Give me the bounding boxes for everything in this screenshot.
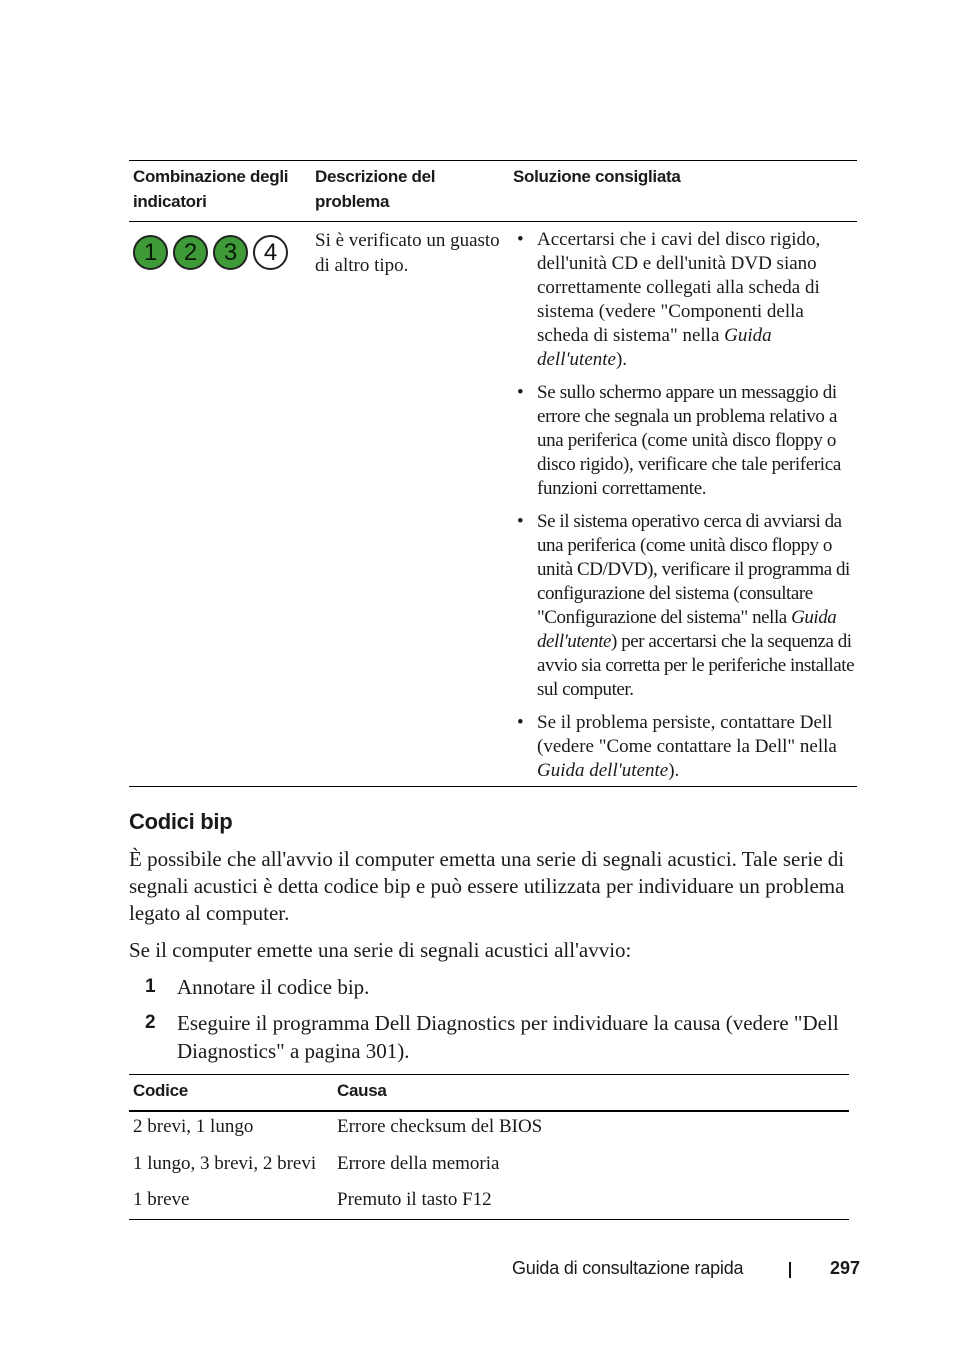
step-number: 1 [145, 976, 156, 997]
beep-code: 1 lungo, 3 brevi, 2 brevi [133, 1153, 317, 1174]
bullet-icon: • [517, 382, 524, 403]
solution-list [513, 228, 857, 792]
beep-cause: Errore checksum del BIOS [337, 1116, 543, 1137]
bullet-icon: • [517, 712, 524, 733]
beep-code: 2 brevi, 1 lungo [133, 1116, 254, 1137]
bullet-icon: • [517, 511, 524, 532]
beep-table-bottom-rule [129, 1219, 849, 1220]
beep-table-top-rule [129, 1074, 849, 1075]
table-row [129, 1109, 849, 1145]
header-problem-description: Descrizione del problema [315, 167, 436, 211]
beep-cause: Errore della memoria [337, 1153, 500, 1174]
diagnostic-light-3-on-icon: 3 [213, 235, 248, 270]
solution-item [513, 711, 857, 783]
guide-reference: Guida dell'utente [537, 325, 772, 370]
footer-title: Guida di consultazione rapida [512, 1258, 744, 1278]
diagnostic-light-2-on-icon: 2 [173, 235, 208, 270]
list-item [129, 973, 859, 1001]
table-row [129, 222, 857, 787]
bullet-icon: • [517, 229, 524, 250]
solution-text: Se il sistema operativo cerca di avviarsi da una periferica (come unità disco floppy o unità CD/DVD), verificare il programma di configurazione del sistema (consultare "Configurazione del sistema" nella [537, 511, 850, 628]
table-row [129, 1182, 849, 1218]
solution-text: Se il problema persiste, contattare Dell (vedere "Come contattare la Dell" nella [537, 712, 837, 757]
list-item [129, 1009, 859, 1065]
solution-item [513, 510, 857, 702]
step-text: Eseguire il programma Dell Diagnostics per individuare la causa (vedere "Dell Diagnostics" a pagina 301). [177, 1011, 839, 1063]
footer-separator [789, 1262, 791, 1278]
header-cause: Causa [337, 1081, 387, 1100]
table-row [129, 1146, 849, 1182]
diagnostic-light-4-off-icon: 4 [253, 235, 288, 270]
diagnostic-lights [133, 235, 288, 270]
header-code: Codice [133, 1081, 188, 1100]
beep-code: 1 breve [133, 1189, 190, 1210]
solution-text: Accertarsi che i cavi del disco rigido, dell'unità CD e dell'unità DVD siano correttamente collegati alla scheda di sistema (vedere "Componenti della scheda di sistema" nella [537, 229, 821, 346]
guide-reference: Guida dell'utente [537, 760, 669, 781]
step-list [129, 973, 859, 1073]
header-recommended-solution: Soluzione consigliata [513, 167, 681, 186]
instruction-paragraph: Se il computer emette una serie di segnali acustici all'avvio: [129, 938, 632, 962]
page-footer [0, 1254, 954, 1284]
header-indicator-combination: Combinazione degli indicatori [133, 167, 289, 211]
intro-paragraph: È possibile che all'avvio il computer emetta una serie di segnali acustici. Tale serie di segnali acustici è detta codice bip e può essere utilizzata per individuare un problema legato al computer. [129, 847, 845, 925]
solution-text: Se sullo schermo appare un messaggio di errore che segnala un problema relativo a una periferica (come unità disco floppy o disco rigido), verificare che tale periferica funzioni correttamente. [537, 382, 841, 499]
beep-cause: Premuto il tasto F12 [337, 1189, 492, 1210]
table-bottom-rule [129, 786, 857, 787]
page-number: 297 [830, 1258, 861, 1278]
solution-text-end: ). [615, 349, 628, 370]
problem-description: Si è verificato un guasto di altro tipo. [315, 230, 500, 276]
guide-reference: Guida dell'utente [537, 607, 837, 652]
section-heading: Codici bip [129, 809, 233, 834]
table-header-row [129, 160, 857, 222]
diagnostic-light-1-on-icon: 1 [133, 235, 168, 270]
step-text: Annotare il codice bip. [177, 975, 370, 999]
solution-item [513, 381, 857, 501]
solution-text-end: ) per accertarsi che la sequenza di avvio sia corretta per le periferiche installate sul computer. [537, 631, 855, 700]
solution-item [513, 228, 857, 372]
step-number: 2 [145, 1012, 156, 1033]
solution-text-end: ). [668, 760, 680, 781]
